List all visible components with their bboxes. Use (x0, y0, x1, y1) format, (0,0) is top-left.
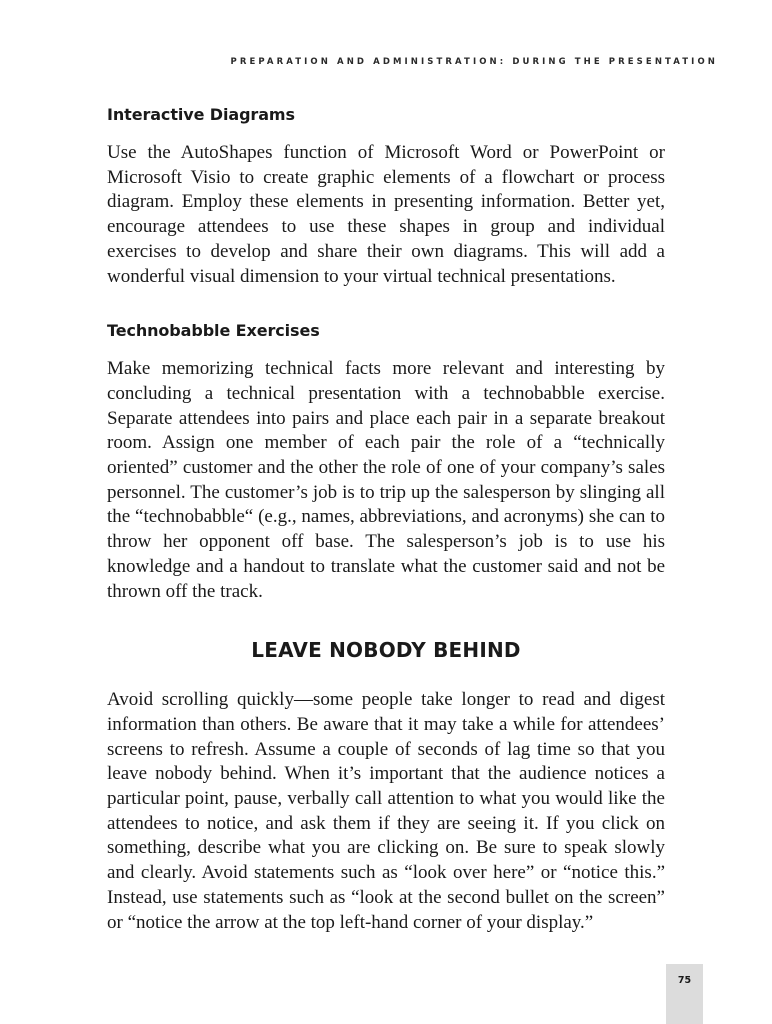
section-heading-interactive-diagrams: Interactive Diagrams (107, 105, 295, 124)
page-number: 75 (677, 975, 692, 986)
section-body-leave-nobody-behind: Avoid scrolling quickly—some people take longer to read and digest information than others. Be aware that it may take a while for attendees’ screens to refresh. Assume a couple of seconds of lag time so that you leave nobody behind. When it’s important that the audience notices a particular point, pause, verbally call attention to what you would like the attendees to notice, and ask them if they are seeing it. If you click on something, describe what you are clicking on. Be sure to speak slowly and clearly. Avoid statements such as “look over here” or “notice this.” Instead, use statements such as “look at the second bullet on the screen” or “notice the arrow at the top left-hand corner of your display.” (107, 689, 665, 933)
running-header: PREPARATION AND ADMINISTRATION: DURING THE PRESENTATION (230, 57, 718, 67)
page-number-tab (666, 964, 703, 1024)
section-heading-technobabble-exercises: Technobabble Exercises (107, 321, 320, 341)
page-content (107, 105, 665, 935)
section-body-technobabble-exercises: Make memorizing technical facts more relevant and interesting by concluding a technical presentation with a technobabble exercise. Separate attendees into pairs and place each pair in a separate breakout room. Assign one member of each pair the role of a “technically oriented” customer and the other the role of one of your company’s sales personnel. The customer’s job is to trip up the salesperson by slinging all the “technobabble“ (e.g., names, abbreviations, and acronyms) she can to throw her opponent off base. The salesperson’s job is to use his knowledge and a handout to translate what the customer said and not be thrown off the track. (107, 358, 665, 602)
section-heading-leave-nobody-behind: LEAVE NOBODY BEHIND (251, 638, 521, 663)
section-body-interactive-diagrams: Use the AutoShapes function of Microsoft Word or PowerPoint or Microsoft Visio to create graphic elements of a flowchart or process diagram. Employ these elements in presenting information. Better yet, encourage attendees to use these shapes in group and individual exercises to develop and share their own diagrams. This will add a wonderful visual dimension to your virtual technical presentations. (107, 142, 665, 287)
